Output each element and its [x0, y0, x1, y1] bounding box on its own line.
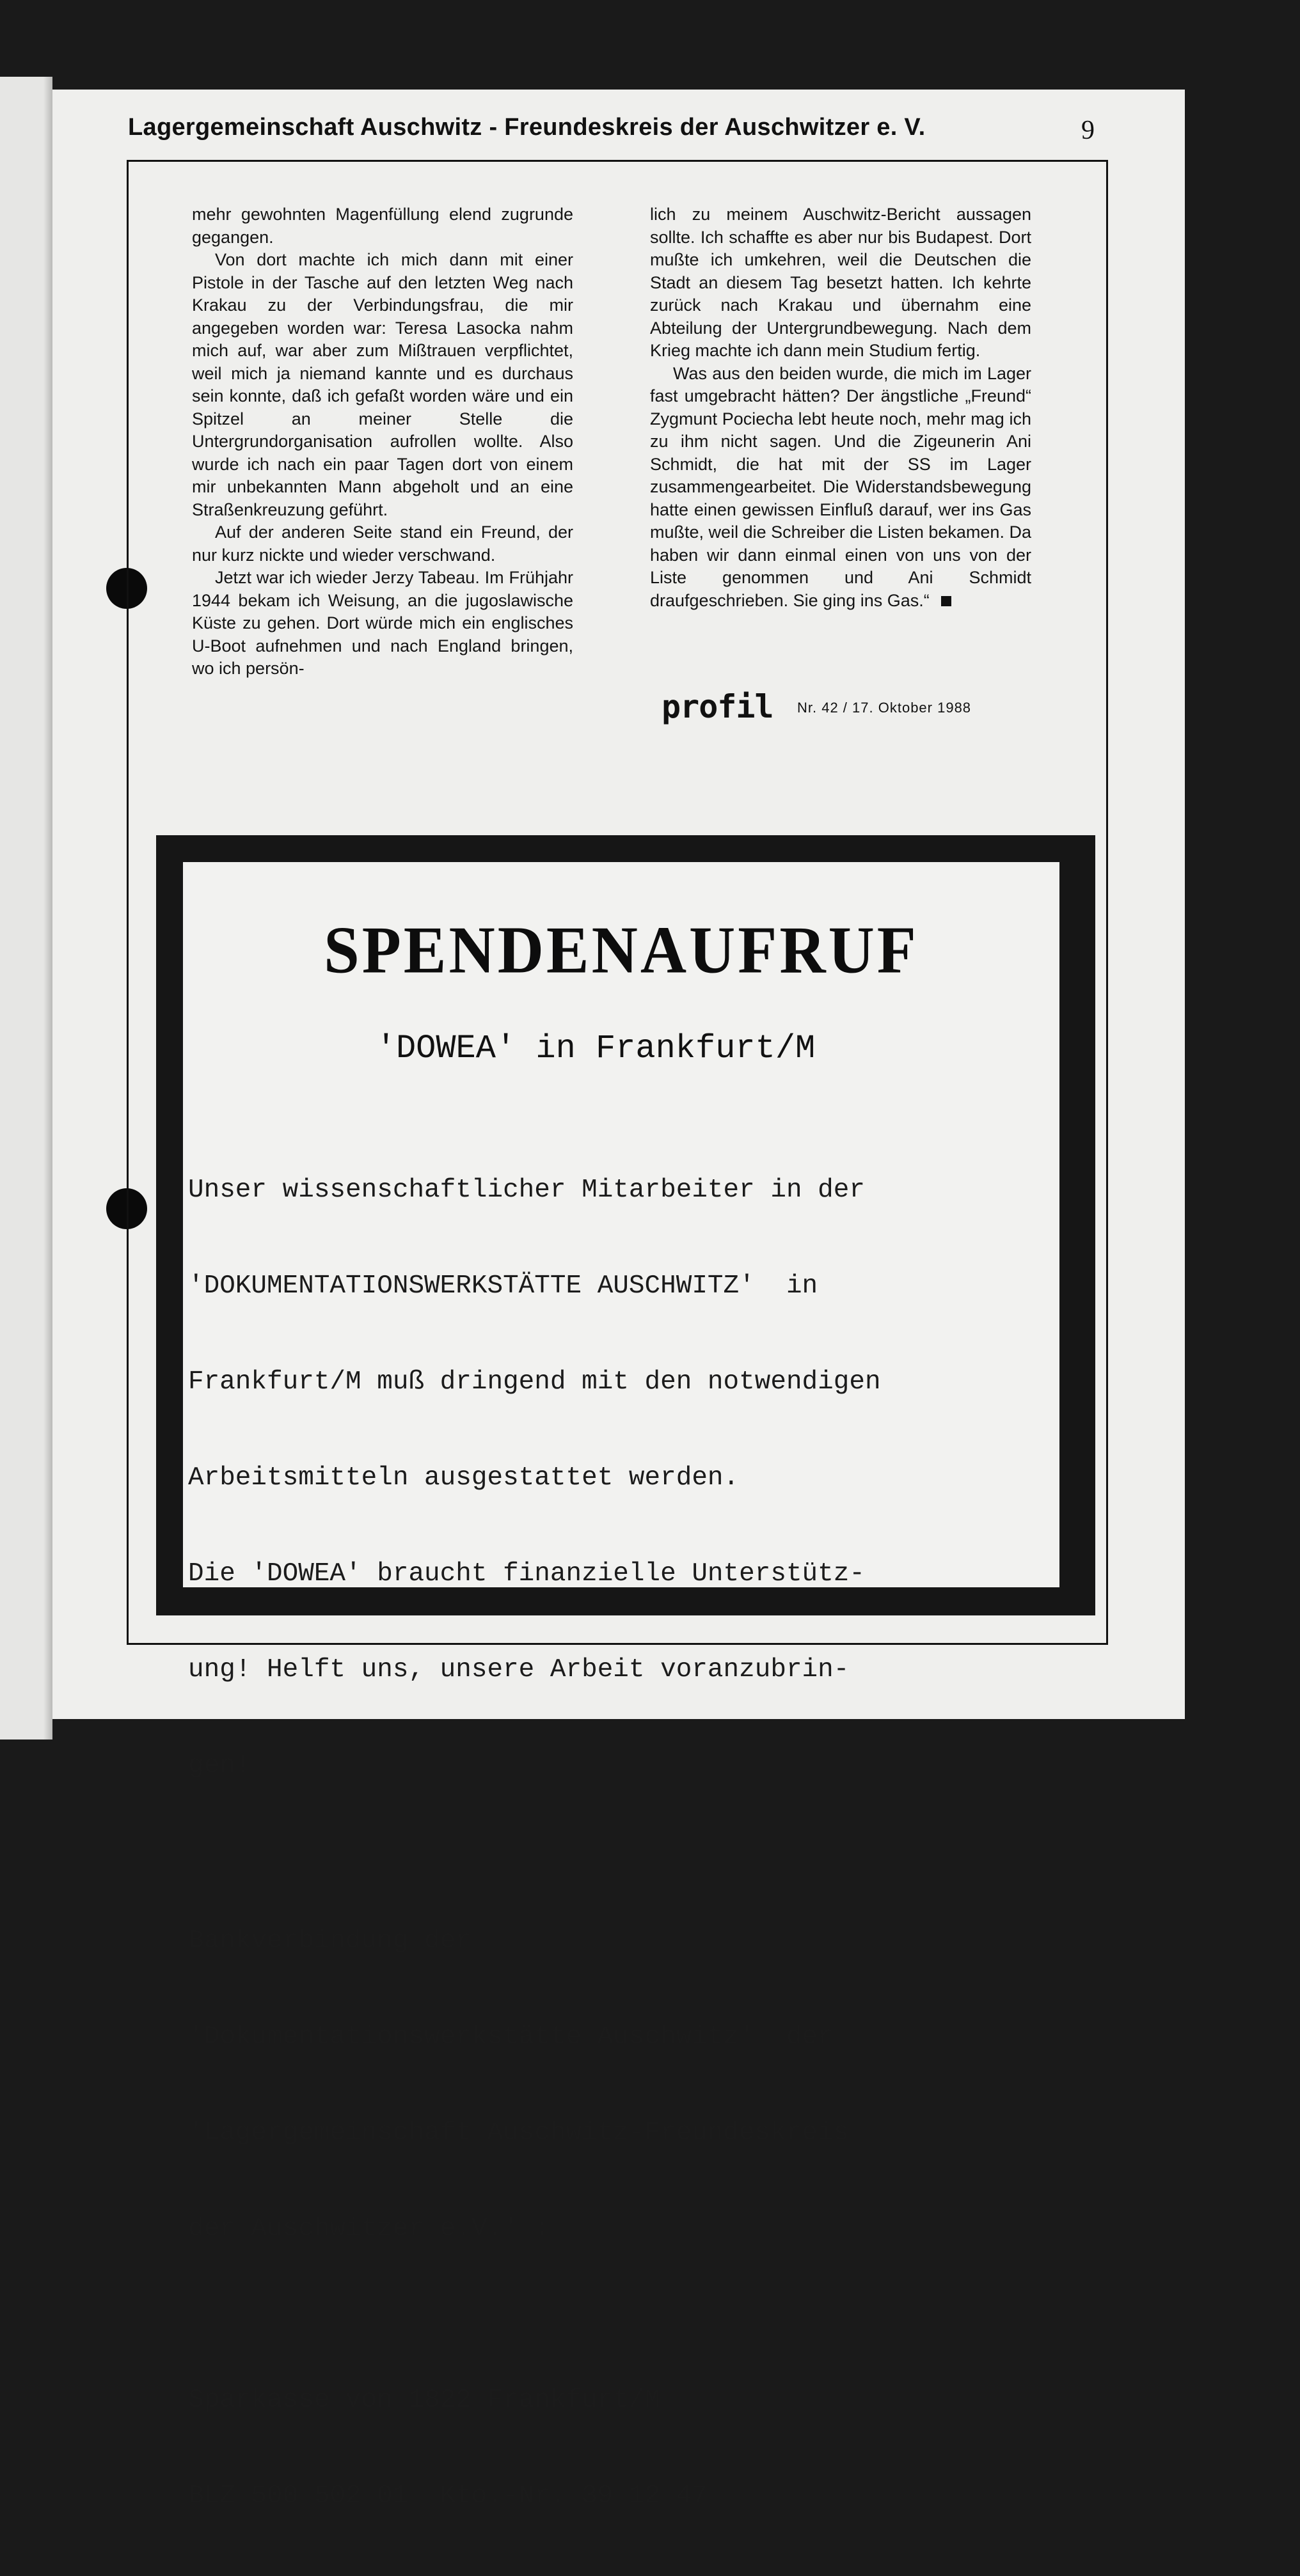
facing-page-edge	[0, 77, 52, 1740]
appeal-title: SPENDENAUFRUF	[324, 913, 919, 987]
source-publication-logo: profil	[662, 688, 773, 725]
spacer	[188, 1846, 1052, 1861]
account-line: BLZ 500 502 01 Kto.-Nr. 39 12 47	[188, 2481, 708, 2511]
paragraph: mehr gewohnten Magenfüllung elend zugrunde gegangen.	[192, 205, 573, 247]
appeal-line: Die 'DOWEA' braucht finanzielle Unterstütz-	[188, 1559, 865, 1589]
appeal-line: gen!	[188, 1751, 251, 1780]
article-right-column	[650, 203, 1031, 612]
page-header-title: Lagergemeinschaft Auschwitz - Freundeskreis der Auschwitzer e. V.	[128, 114, 926, 141]
appeal-line: ung! Helft uns, unsere Arbeit voranzubrin-	[188, 1655, 850, 1685]
bank-line: Bankverbindung der	[188, 1926, 472, 1956]
bank-line: der Auschwitzer e.V.' :	[188, 2214, 550, 2243]
account-line: Sparkasse von 1822 Frankfurt/M	[188, 2385, 661, 2415]
paragraph: Auf der anderen Seite stand ein Freund, der nur kurz nickte und wieder verschwand.	[192, 522, 573, 565]
source-issue-reference: Nr. 42 / 17. Oktober 1988	[797, 700, 972, 716]
donation-appeal-box	[156, 835, 1095, 2511]
appeal-line: 'DOKUMENTATIONSWERKSTÄTTE AUSCHWITZ' in	[188, 1271, 818, 1301]
appeal-line: Unser wissenschaftlicher Mitarbeiter in der	[188, 1175, 865, 1205]
paragraph: lich zu meinem Auschwitz-Bericht aussagen sollte. Ich schaffte es aber nur bis Budapest. Dort mußte ich umkehren, weil die Deutschen die Stadt an diesem Tag besetzt hatten. Ich kehrte zurück nach Krakau und übernahm eine Abteilung der Untergrundbewegung. Nach dem Krieg machte ich dann mein Studium fertig.	[650, 205, 1031, 360]
end-of-article-mark	[941, 596, 951, 606]
appeal-line: Frankfurt/M muß dringend mit den notwendigen	[188, 1367, 881, 1397]
appeal-subtitle: 'DOWEA' in Frankfurt/M	[376, 1030, 816, 1067]
paragraph	[650, 363, 1031, 613]
appeal-body	[188, 1110, 1052, 2576]
paragraph-text: Was aus den beiden wurde, die mich im Lager fast umgebracht hätten? Der ängstliche „Freund“ Zygmunt Pociecha lebt heute noch, mehr mag ich zu ihm nicht sagen. Und die Zigeunerin Ani Schmidt, die hat mit der SS im Lager zusammengearbeitet. Die Widerstandsbewegung hatte einen gewissen Einfluß darauf, wer ins Gas mußte, weil die Schreiber die Listen bekamen. Da haben wir dann einmal einen von uns von der Liste genommen und Ani Schmidt draufgeschrieben. Sie ging ins Gas.“	[650, 363, 1031, 610]
paragraph: Jetzt war ich wieder Jerzy Tabeau. Im Frühjahr 1944 bekam ich Weisung, an die jugoslawische Küste zu gehen. Dort würde mich ein englisches U-Boot aufnehmen und nach England bringen, wo ich persön-	[192, 568, 573, 678]
paragraph: Von dort machte ich mich dann mit einer Pistole in der Tasche auf den letzten Weg nach Krakau zu der Verbindungsfrau, die mir angegeben worden war: Teresa Lasocka nahm mich auf, war aber zum Mißtrauen verpflichtet, weil mich ja niemand kannte und es durchaus sein konnte, daß ich gefaßt worden wäre und ein Spitzel an meiner Stelle die Untergrundorganisation aufrollen wollte. Also wurde ich nach ein paar Tagen dort von einem mir unbekannten Mann abgeholt und an eine Straßenkreuzung geführt.	[192, 250, 573, 519]
bank-line: 'Dokumentationswerkstätte Auschwitz' der	[188, 2022, 834, 2052]
appeal-line: Arbeitsmitteln ausgestattet werden.	[188, 1463, 740, 1493]
page-number: 9	[1081, 116, 1095, 145]
bank-line: 'Lagergemeinschaft Auschwitz-Freundeskreis	[188, 2118, 850, 2148]
spacer	[188, 2309, 1052, 2320]
article-left-column	[192, 203, 573, 680]
donation-appeal-panel	[183, 862, 1059, 2511]
